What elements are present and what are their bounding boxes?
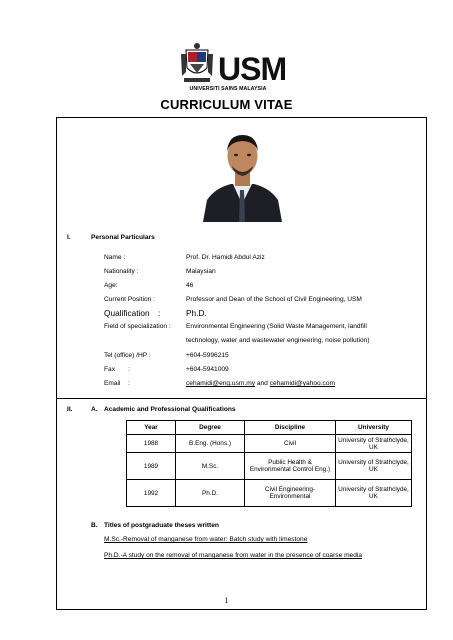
- cell-degree: Ph.D.: [176, 480, 245, 507]
- nationality-label: Nationality :: [104, 268, 139, 275]
- cell-discipline: [245, 480, 336, 507]
- age-label: Age:: [104, 282, 118, 289]
- qualification-colon: :: [158, 308, 161, 318]
- specialization-value: Environmental Engineering (Solid Waste Management, landfill: [186, 323, 367, 330]
- cell-degree: M.Sc.: [176, 453, 245, 480]
- name-value: Prof. Dr. Hamidi Abdul Aziz: [186, 254, 265, 261]
- university-name: UNIVERSITI SAINS MALAYSIA: [189, 86, 267, 92]
- name-label: Name :: [104, 254, 126, 261]
- cell-year: 1989: [127, 453, 176, 480]
- page-title: CURRICULUM VITAE: [160, 97, 293, 112]
- thesis-item-msc: M.Sc.-Removal of manganese from water: Batch study with limestone: [104, 536, 308, 543]
- section-divider: [56, 398, 427, 399]
- crest-icon: [180, 42, 214, 86]
- fax-label: Fax: [104, 366, 115, 373]
- email-link-secondary[interactable]: cehamidi@yahoo.com: [269, 380, 336, 387]
- position-value: Professor and Dean of the School of Civil Engineering, USM: [186, 296, 362, 303]
- header-year: Year: [127, 421, 176, 435]
- table-row: [127, 480, 412, 507]
- table-header-row: [127, 421, 412, 435]
- section-2b-letter: B.: [91, 522, 98, 529]
- tel-label: Tel (office) /HP :: [104, 352, 151, 359]
- section-2b-title: Titles of postgraduate theses written: [104, 522, 219, 529]
- header-discipline: Discipline: [245, 421, 336, 435]
- nationality-value: Malaysian: [186, 268, 216, 275]
- cell-discipline-line1: Public Health &: [268, 459, 312, 466]
- cell-discipline: [245, 453, 336, 480]
- specialization-value-line2: technology, water and wastewater engineering, noise pollution): [186, 337, 370, 344]
- section-1-number: I.: [67, 234, 71, 241]
- university-logo: [180, 42, 287, 94]
- email-colon: :: [128, 380, 130, 387]
- cell-university: University of Strathclyde, UK: [336, 480, 412, 507]
- section-2a-title: Academic and Professional Qualifications: [104, 406, 236, 413]
- cell-university: University of Strathclyde, UK: [336, 453, 412, 480]
- section-2-number: II.: [67, 406, 73, 413]
- cell-discipline-line2: Environmental Control Eng.): [249, 466, 331, 473]
- cell-discipline: Civil: [245, 435, 336, 453]
- qualifications-table: [126, 420, 412, 507]
- specialization-label: Field of specialization :: [104, 323, 171, 330]
- cell-discipline-line2: Environmental: [269, 493, 311, 500]
- age-value: 46: [186, 282, 194, 289]
- cell-university: University of Strathclyde, UK: [336, 435, 412, 453]
- cell-year: 1992: [127, 480, 176, 507]
- email-link-primary[interactable]: cehamidi@eng.usm.my: [186, 380, 255, 387]
- page-number: 1: [224, 596, 229, 605]
- fax-value: +604-5941009: [186, 366, 229, 373]
- section-2a-letter: A.: [91, 406, 98, 413]
- header-university: University: [336, 421, 412, 435]
- email-label: Email: [104, 380, 121, 387]
- tel-value: +604-5996215: [186, 352, 229, 359]
- usm-wordmark-icon: [218, 50, 287, 87]
- cell-discipline-line1: Civil Engineering-: [264, 486, 316, 493]
- email-joiner: and: [255, 380, 270, 387]
- position-label: Current Position :: [104, 296, 155, 303]
- email-value: [186, 380, 335, 387]
- section-1-title: Personal Particulars: [91, 234, 155, 241]
- header-degree: Degree: [176, 421, 245, 435]
- thesis-item-phd: Ph.D.-A study on the removal of manganese from water in the presence of coarse media: [104, 552, 363, 559]
- cell-year: 1988: [127, 435, 176, 453]
- svg-text:USM: USM: [218, 51, 287, 87]
- fax-colon: :: [128, 366, 130, 373]
- portrait-icon: [201, 126, 284, 222]
- qualification-label: Qualification: [104, 308, 150, 318]
- table-row: [127, 435, 412, 453]
- table-row: [127, 453, 412, 480]
- cell-degree: B.Eng. (Hons.): [176, 435, 245, 453]
- profile-photo: [201, 126, 284, 222]
- qualification-value: Ph.D.: [186, 308, 207, 318]
